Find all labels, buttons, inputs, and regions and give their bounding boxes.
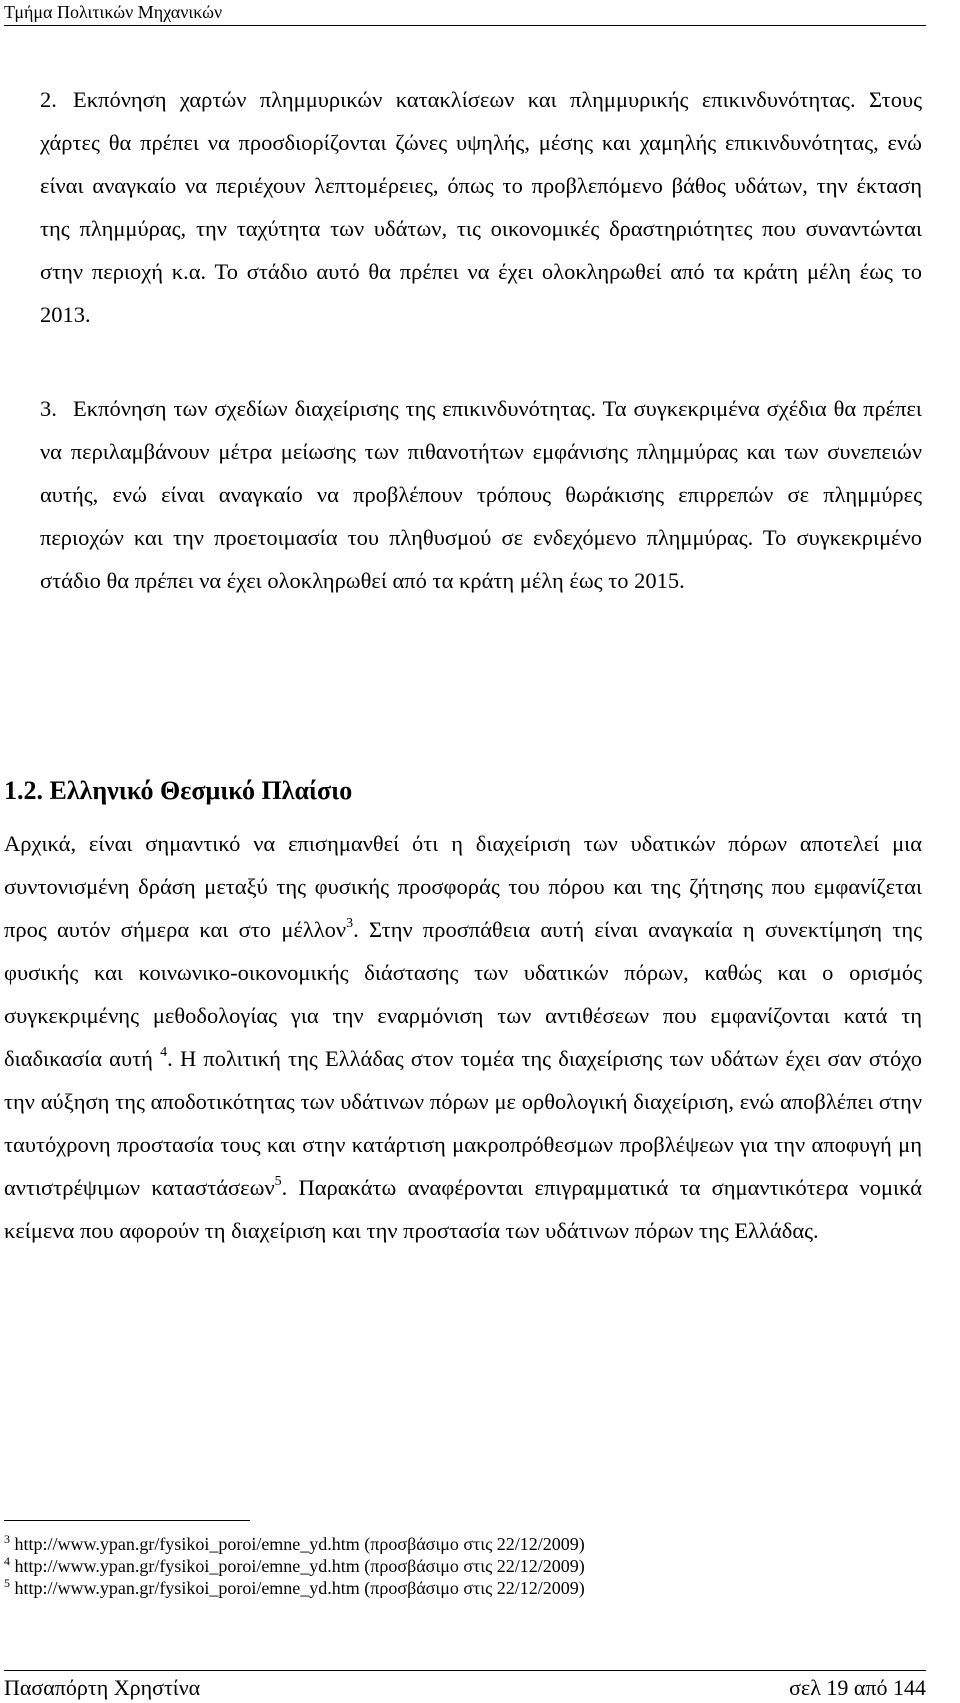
- list-text: Εκπόνηση χαρτών πλημμυρικών κατακλίσεων και πλημμυρικής επικινδυνότητας. Στους χάρτες θα πρέπει να προσδιορίζονται ζώνες υψηλής, μέσης και χαμηλής επικινδυνότητας, ενώ είναι αναγκαίο να περιέχουν λεπτομέρειες, όπως το προβλεπόμενο βάθος υδάτων, την έκταση της πλημμύρας, την ταχύτητα των υδάτων, τις οικονομικές δραστηριότητες που συναντώνται στην περιοχή κ.α. Το στάδιο αυτό θα πρέπει να έχει ολοκληρωθεί από τα κράτη μέλη έως το 2013.: [40, 87, 922, 327]
- footnote-ref: 4: [160, 1045, 168, 1060]
- page-number: σελ 19 από 144: [789, 1675, 926, 1700]
- footnote-separator: [4, 1520, 250, 1521]
- footnote: $^5$ http://www.ypan.gr/fysikoi_poroi/emne_yd.htm (προσβάσιμο στις 22/12/2009): [4, 1576, 585, 1598]
- body-paragraph: Αρχικά, είναι σημαντικό να επισημανθεί ότι η διαχείριση των υδατικών πόρων αποτελεί μια συντονισμένη δράση μεταξύ της φυσικής προσφοράς του πόρου και της ζήτησης που εμφανίζεται προς αυτόν σήμερα και στο μέλλον$^3$. Στην προσπάθεια αυτή είναι αναγκαία η συνεκτίμηση της φυσικής και κοινωνικο-οικονομικής διάστασης των υδατικών πόρων, καθώς και ο ορισμός συγκεκριμένης μεθοδολογίας για την εναρμόνιση των αντιθέσεων που εμφανίζονται κατά τη διαδικασία αυτή $^4$. Η πολιτική της Ελλάδας στον τομέα της διαχείρισης των υδάτων έχει σαν στόχο την αύξηση της αποδοτικότητας των υδάτινων πόρων με ορθολογική διαχείριση, ενώ αποβλέπει στην ταυτόχρονη προστασία τους και στην κατάρτιση μακροπρόθεσμων προβλέψεων για την αποφυγή μη αντιστρέψιμων καταστάσεων$^5$. Παρακάτω αναφέρονται επιγραμματικά τα σημαντικότερα νομικά κείμενα που αφορούν τη διαχείριση και την προστασία των υδάτινων πόρων της Ελλάδας.: [4, 831, 922, 1243]
- footnote-ref: 5: [274, 1174, 282, 1189]
- list-item: [40, 78, 922, 336]
- list-number: 3.: [40, 396, 57, 421]
- list-number: 2.: [40, 87, 57, 112]
- list-text: Εκπόνηση των σχεδίων διαχείρισης της επικινδυνότητας. Τα συγκεκριμένα σχέδια θα πρέπει να περιλαμβάνουν μέτρα μείωσης των πιθανοτήτων εμφάνισης πλημμύρας και των συνεπειών αυτής, ενώ είναι αναγκαίο να προβλέπουν τρόπους θωράκισης επιρρεπών σε πλημμύρες περιοχών και την προετοιμασία του πληθυσμού σε ενδεχόμενο πλημμύρας. Το συγκεκριμένο στάδιο θα πρέπει να έχει ολοκληρωθεί από τα κράτη μέλη έως το 2015.: [40, 396, 922, 593]
- department-name: Τμήμα Πολιτικών Μηχανικών: [4, 2, 223, 22]
- footnotes: [4, 1533, 585, 1599]
- author-name: Πασαπόρτη Χρηστίνα: [4, 1675, 201, 1700]
- page-footer: [4, 1670, 926, 1701]
- running-header: [4, 0, 926, 26]
- list-item: [40, 387, 922, 602]
- footnote: $^4$ http://www.ypan.gr/fysikoi_poroi/emne_yd.htm (προσβάσιμο στις 22/12/2009): [4, 1554, 585, 1576]
- footnote-ref: 3: [346, 916, 354, 931]
- section-heading: 1.2. Ελληνικό Θεσμικό Πλαίσιο: [4, 776, 353, 805]
- footnote: $^3$ http://www.ypan.gr/fysikoi_poroi/emne_yd.htm (προσβάσιμο στις 22/12/2009): [4, 1532, 585, 1554]
